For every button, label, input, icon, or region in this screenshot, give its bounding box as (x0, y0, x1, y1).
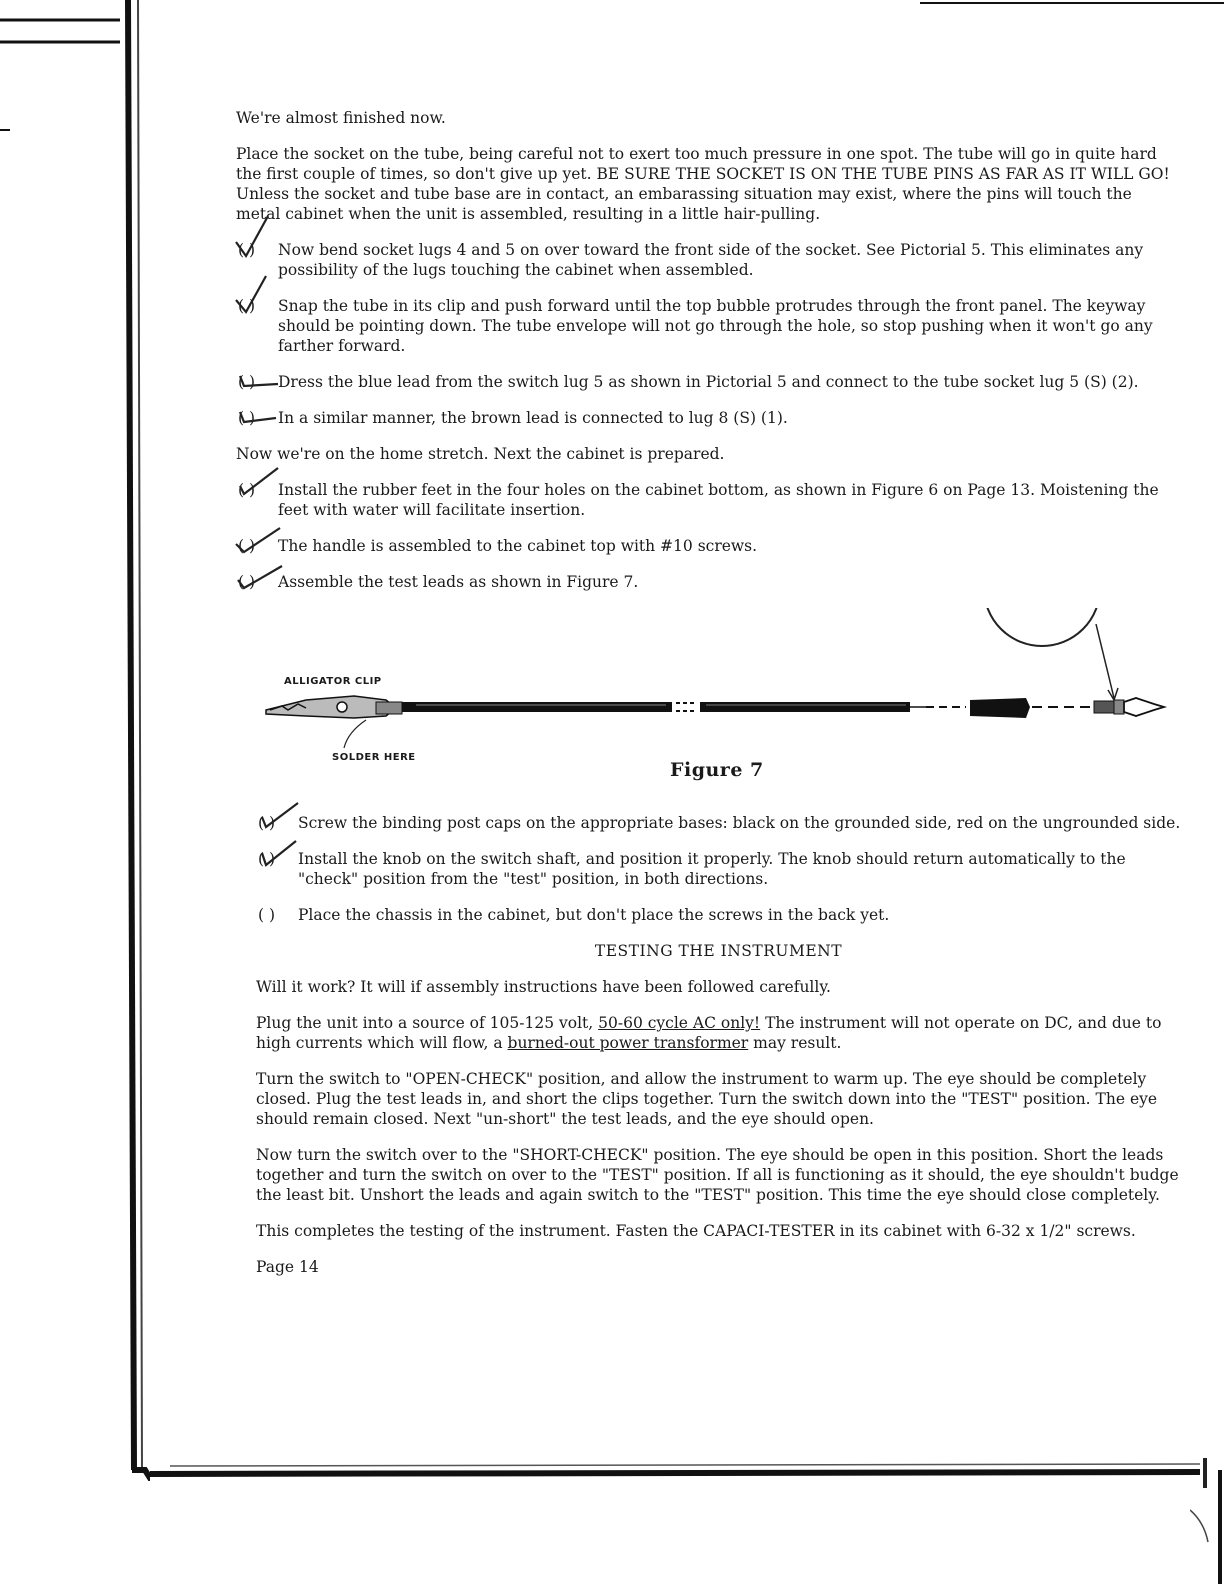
steps-upper (236, 240, 1181, 428)
testing-power: Plug the unit into a source of 105-125 volt, 50-60 cycle AC only! The instrument will not operate on DC, and due to high currents which will flow, a burned-out power transformer may result. (256, 1014, 1162, 1052)
testing-intro: Will it work? It will if assembly instructions have been followed carefully. (256, 978, 831, 996)
step-checkbox[interactable]: ( ) (238, 241, 256, 259)
step-text: The handle is assembled to the cabinet top with #10 screws. (278, 537, 758, 555)
step-rubber-feet (236, 480, 1181, 520)
step-checkbox[interactable]: ( ) (258, 906, 276, 924)
step-text: Install the rubber feet in the four holes on the cabinet bottom, as shown in Figure 6 on Page 13. Moistening the feet with water will facilitate insertion. (278, 481, 1159, 519)
testing-complete: This completes the testing of the instrument. Fasten the CAPACI-TESTER in its cabinet with 6-32 x 1/2" screws. (256, 1222, 1136, 1240)
step-snap-tube (236, 296, 1181, 356)
step-text: Place the chassis in the cabinet, but don't place the screws in the back yet. (298, 906, 890, 924)
step-text: Dress the blue lead from the switch lug 5 as shown in Pictorial 5 and connect to the tube socket lug 5 (S) (2). (278, 373, 1139, 391)
step-checkbox[interactable]: ( ) (238, 573, 256, 591)
step-checkbox[interactable]: ( ) (238, 537, 256, 555)
step-text: Assemble the test leads as shown in Figure 7. (278, 573, 639, 591)
step-test-leads (236, 572, 1181, 592)
lower-section (256, 813, 1181, 1277)
intro-text: We're almost finished now. (236, 109, 446, 127)
home-stretch-text: Now we're on the home stretch. Next the cabinet is prepared. (236, 445, 725, 463)
step-chassis (256, 905, 1181, 925)
figure-7 (236, 608, 1181, 803)
page-number: Page 14 (256, 1258, 319, 1276)
step-checkbox[interactable]: ( ) (238, 373, 256, 391)
step-handle (236, 536, 1181, 556)
testing-short-check: Now turn the switch over to the "SHORT-CHECK" position. The eye should be open in this position. Short the leads together and turn the switch on over to the "TEST" position. If all is functioning as it should, the eye shouldn't budge the least bit. Unshort the leads and again switch to the "TEST" position. This time the eye should close completely. (256, 1146, 1179, 1204)
document-page (236, 108, 1181, 1293)
top-edge (920, 0, 1224, 8)
step-checkbox[interactable]: ( ) (258, 814, 276, 832)
step-binding-posts (256, 813, 1181, 833)
corner-mark (1190, 1470, 1224, 1584)
step-text: Install the knob on the switch shaft, and position it properly. The knob should return automatically to the "check" position from the "test" position, in both directions. (298, 850, 1126, 888)
section-heading: TESTING THE INSTRUMENT (594, 942, 843, 960)
steps-cabinet (236, 480, 1181, 592)
step-checkbox[interactable]: ( ) (238, 297, 256, 315)
step-checkbox[interactable]: ( ) (238, 409, 256, 427)
alligator-clip (266, 696, 402, 718)
underlined-transformer: burned-out power transformer (507, 1034, 749, 1052)
step-checkbox[interactable]: ( ) (238, 481, 256, 499)
step-checkbox[interactable]: ( ) (258, 850, 276, 868)
step-bend-lugs (236, 240, 1181, 280)
step-text: In a similar manner, the brown lead is connected to lug 8 (S) (1). (278, 409, 788, 427)
step-text: Snap the tube in its clip and push forward until the top bubble protrudes through the front panel. The keyway should be pointing down. The tube envelope will not go through the hole, so stop pushing when it won't go any farther forward. (278, 297, 1153, 355)
figure-caption: Figure 7 (670, 759, 764, 781)
underlined-ac-only: 50-60 cycle AC only! (598, 1014, 761, 1032)
magnified-tip-inset (984, 608, 1118, 700)
step-dress-blue-lead (236, 372, 1181, 392)
testing-open-check: Turn the switch to "OPEN-CHECK" position, and allow the instrument to warm up. The eye should be completely closed. Plug the test leads in, and short the clips together. Turn the switch down into the "TEST" position. The eye should remain closed. Next "un-short" the test leads, and the eye should open. (256, 1070, 1158, 1128)
step-text: Now bend socket lugs 4 and 5 on over toward the front side of the socket. See Pictorial 5. This eliminates any possibility of the lugs touching the cabinet when assembled. (278, 241, 1144, 279)
bottom-edge (150, 1458, 1224, 1498)
socket-paragraph: Place the socket on the tube, being careful not to exert too much pressure in one spot. The tube will go in quite hard the first couple of times, so don't give up yet. BE SURE THE SOCKET IS ON THE TUBE PINS AS FAR AS IT WILL GO! Unless the socket and tube base are in contact, an embarassing situation may exist, where the pins will touch the metal cabinet when the unit is assembled, resulting in a little hair-pulling. (236, 145, 1170, 223)
binding-edge (0, 0, 150, 1584)
step-knob (256, 849, 1181, 889)
step-text: Screw the binding post caps on the appropriate bases: black on the grounded side, red on the ungrounded side. (298, 814, 1181, 832)
step-brown-lead (236, 408, 1181, 428)
label-alligator-clip: ALLIGATOR CLIP (284, 676, 382, 687)
label-solder-here: SOLDER HERE (332, 752, 416, 763)
banana-plug-tip (1094, 698, 1164, 716)
